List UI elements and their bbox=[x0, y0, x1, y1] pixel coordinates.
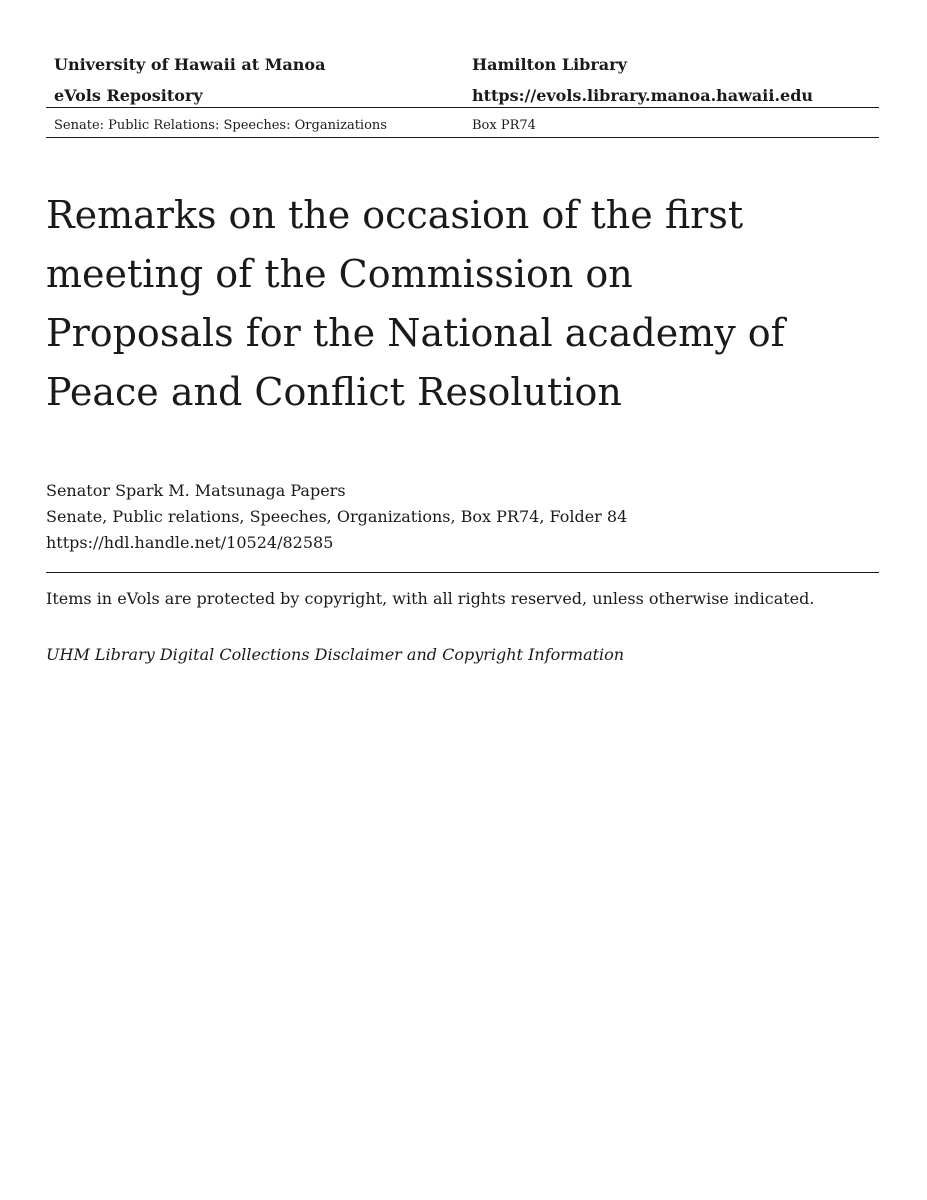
papers-collection: Senator Spark M. Matsunaga Papers bbox=[46, 481, 346, 500]
library-name: Hamilton Library bbox=[472, 55, 627, 74]
disclaimer-link[interactable]: UHM Library Digital Collections Disclaimer and Copyright Information bbox=[46, 645, 625, 664]
repository-header bbox=[46, 52, 879, 114]
university-name: University of Hawaii at Manoa bbox=[54, 55, 326, 74]
repository-url[interactable]: https://evols.library.manoa.hawaii.edu bbox=[472, 86, 814, 105]
repository-name: eVols Repository bbox=[54, 86, 203, 105]
collection-row bbox=[46, 115, 879, 137]
header-row-2 bbox=[46, 83, 879, 114]
metadata-divider bbox=[46, 572, 879, 573]
document-title: Remarks on the occasion of the first meeting of the Commission on Proposals for the National academy of Peace and Conflict Resolution bbox=[46, 193, 785, 414]
header-divider-bottom bbox=[46, 137, 879, 138]
handle-link[interactable]: https://hdl.handle.net/10524/82585 bbox=[46, 533, 334, 552]
collection-path: Senate: Public Relations: Speeches: Organizations bbox=[54, 118, 387, 133]
copyright-notice: Items in eVols are protected by copyright, with all rights reserved, unless otherwise indicated. bbox=[46, 589, 815, 608]
header-divider-top bbox=[46, 107, 879, 108]
box-label: Box PR74 bbox=[472, 118, 536, 133]
header-row-1 bbox=[46, 52, 879, 83]
document-metadata bbox=[46, 478, 879, 556]
folder-location: Senate, Public relations, Speeches, Organizations, Box PR74, Folder 84 bbox=[46, 507, 628, 526]
